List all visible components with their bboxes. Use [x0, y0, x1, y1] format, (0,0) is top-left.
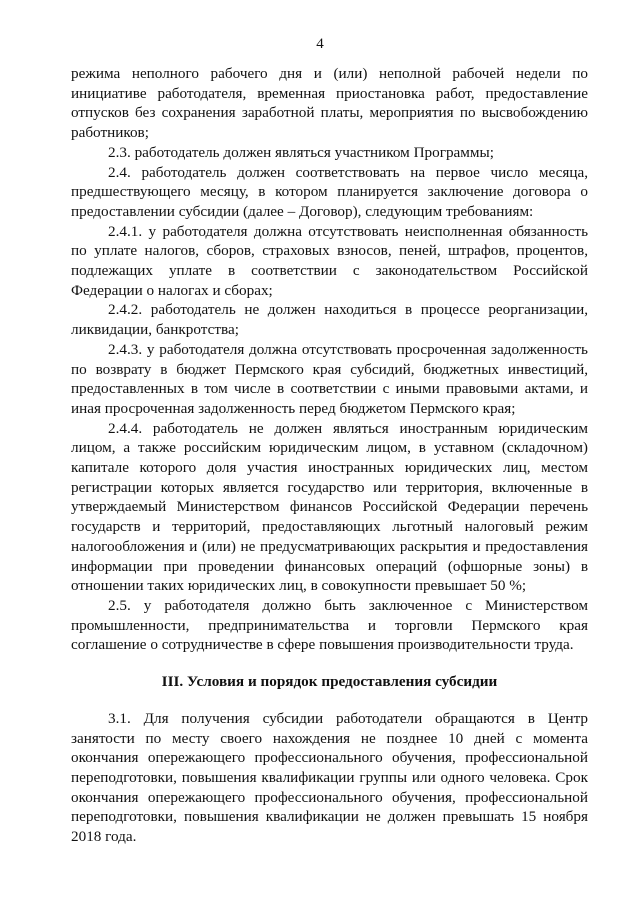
document-body: [71, 64, 588, 847]
paragraph-2-4: 2.4. работодатель должен соответствовать на первое число месяца, предшествующего месяцу, в котором планируется заключение договора о предоставлении субсидии (далее – Договор), следующим требованиям:: [71, 163, 588, 220]
paragraph-2-4-3: 2.4.3. у работодателя должна отсутствовать просроченная задолженность по возврату в бюджет Пермского края субсидий, бюджетных инвестиций, предоставленных в том числе в соответствии с иными правовыми актами, и иная просроченная задолженность перед бюджетом Пермского края;: [71, 340, 588, 417]
paragraph-3-1: 3.1. Для получения субсидии работодатели обращаются в Центр занятости по месту своего нахождения не позднее 10 дней с момента окончания опережающего профессионального обучения, профессиональной переподготовки, повышения квалификации группы или одного человека. Срок окончания опережающего профессионального обучения, профессиональной переподготовки, повышения квалификации не должен превышать 15 ноября 2018 года.: [71, 709, 588, 846]
paragraph-2-5: 2.5. у работодателя должно быть заключенное с Министерством промышленности, предпринимательства и торговли Пермского края соглашение о сотрудничестве в сфере повышения производительности труда.: [71, 596, 588, 654]
paragraph-2-4-1: 2.4.1. у работодателя должна отсутствовать неисполненная обязанность по уплате налогов, сборов, страховых взносов, пеней, штрафов, процентов, подлежащих уплате в соответствии с законодательством Российской Федерации о налогах и сборах;: [71, 222, 588, 299]
section-heading-3: III. Условия и порядок предоставления субсидии: [161, 673, 498, 691]
page-number: 4: [316, 36, 324, 52]
paragraph-2-4-2: 2.4.2. работодатель не должен находиться в процессе реорганизации, ликвидации, банкротства;: [71, 301, 588, 339]
paragraph-2-4-4: 2.4.4. работодатель не должен являться иностранным юридическим лицом, а также российским юридическим лицом, в уставном (складочном) капитале которого доля участия иностранных юридических лиц, местом регистрации которых является государство или территория, включенные в утверждаемый Министерством финансов Российской Федерации перечень государств и территорий, предоставляющих льготный налоговый режим налогообложения и (или) не предусматривающих раскрытия и предоставления информации при проведении финансовых операций (офшорные зоны) в отношении таких юридических лиц, в совокупности превышает 50 %;: [71, 419, 588, 595]
paragraph-2-3: 2.3. работодатель должен являться участником Программы;: [108, 143, 494, 161]
paragraph-continuation: режима неполного рабочего дня и (или) неполной рабочей недели по инициативе работодателя, временная приостановка работ, предоставление отпусков без сохранения заработной платы, мероприятия по высвобождению работников;: [71, 65, 588, 142]
